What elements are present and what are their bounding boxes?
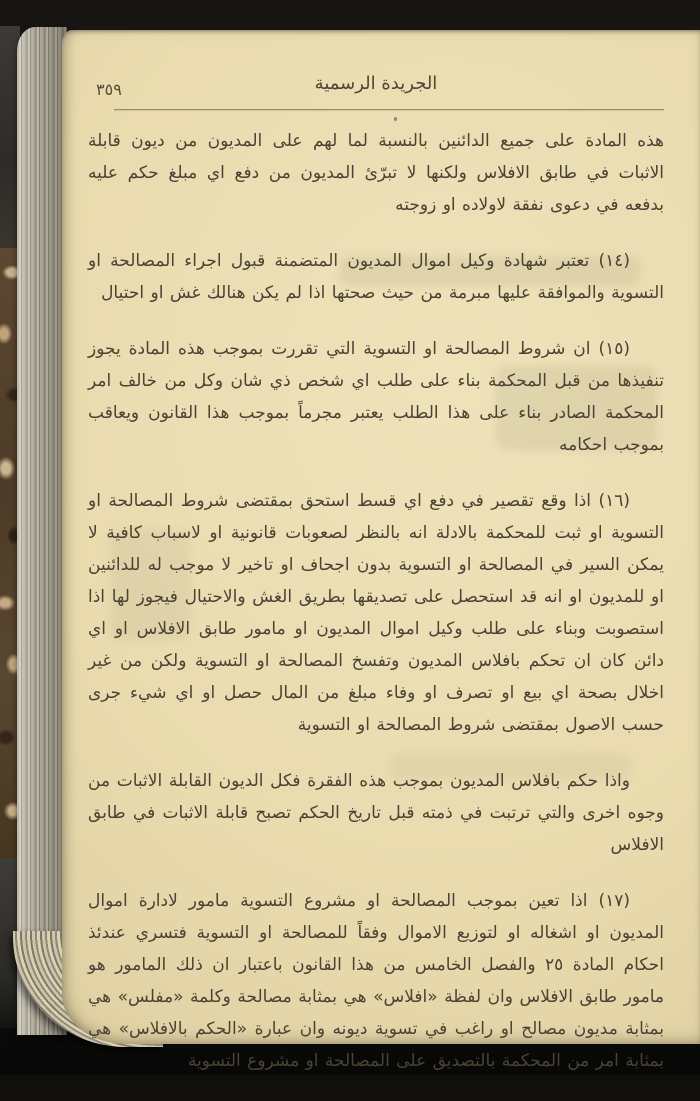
paragraph: هذه المادة على جميع الدائنين بالنسبة لما لهم على المديون من ديون قابلة الاثبات في طابق الافلاس ولكنها لا تبرّئ المديون من دفع اي مبلغ حكم عليه بدفعه في دعوى نفقة لاولاده او زوجته: [88, 131, 664, 215]
page-block-edges: [17, 27, 67, 1035]
page-number: ٣٥٩: [96, 80, 122, 99]
paragraph: (١٥) ان شروط المصالحة او التسوية التي تقررت بموجب هذه المادة يجوز تنفيذها من قبل المحكمة بناء على طلب اي شخص ذي شان وكل من خالف امر المحكمة الصادر بناء على هذا الطلب يعتبر مجرماً بموجب هذا القانون ويعاقب بموجب احكامه: [88, 339, 664, 455]
paragraph: (١٤) تعتبر شهادة وكيل اموال المديون المتضمنة قبول اجراء المصالحة او التسوية والموافقة عليها مبرمة من حيث صحتها اذا لم يكن هنالك غش او احتيال: [88, 251, 664, 303]
paragraph: واذا حكم بافلاس المديون بموجب هذه الفقرة فكل الديون القابلة الاثبات من وجوه اخرى والتي ترتبت في ذمته قبل تاريخ الحكم تصبح قابلة الاثبات في طابق الافلاس: [88, 771, 664, 855]
book-page: [62, 30, 700, 1071]
paragraph: (١٦) اذا وقع تقصير في دفع اي قسط استحق بمقتضى شروط المصالحة او التسوية او ثبت للمحكمة بالادلة انه بالنظر لصعوبات قانونية او لاسباب كافية لا يمكن السير في المصالحة او التسوية بدون اجحاف او تاخير لا موجب له للدائنين او للمديون او انه قد استحصل على تصديقها بطريق الغش والاحتيال فيجوز لها اذا استصوبت وبناء على طلب وكيل اموال المديون او مامور طابق الافلاس او اي دائن كان ان تحكم بافلاس المديون وتفسخ المصالحة او التسوية ولكن من غير اخلال بصحة اي بيع او تصرف او وفاء مبلغ من المال حصل او اي شيء جرى حسب الاصول بمقتضى شروط المصالحة او التسوية: [88, 491, 664, 735]
ink-speck: [394, 117, 397, 121]
page-paragraphs: [88, 125, 664, 1101]
page-header-title: الجريدة الرسمية: [314, 73, 438, 94]
header-rule: [114, 109, 664, 110]
paragraph: (١٧) اذا تعين بموجب المصالحة او مشروع التسوية مامور لادارة اموال المديون او اشغاله او لتوزيع الاموال وفقاً للمصالحة او التسوية فتسري عندئذ احكام المادة ٢٥ والفصل الخامس من هذا القانون باعتبار ان ذلك المامور هو مامور طابق الافلاس وان لفظة «افلاس» هي بمثابة مصالحة وكلمة «مفلس» هي بمثابة مديون مصالح او راغب في تسوية ديونه وان عبارة «الحكم بالافلاس» هي بمثابة امر من المحكمة بالتصديق على المصالحة او مشروع التسوية: [88, 891, 664, 1071]
